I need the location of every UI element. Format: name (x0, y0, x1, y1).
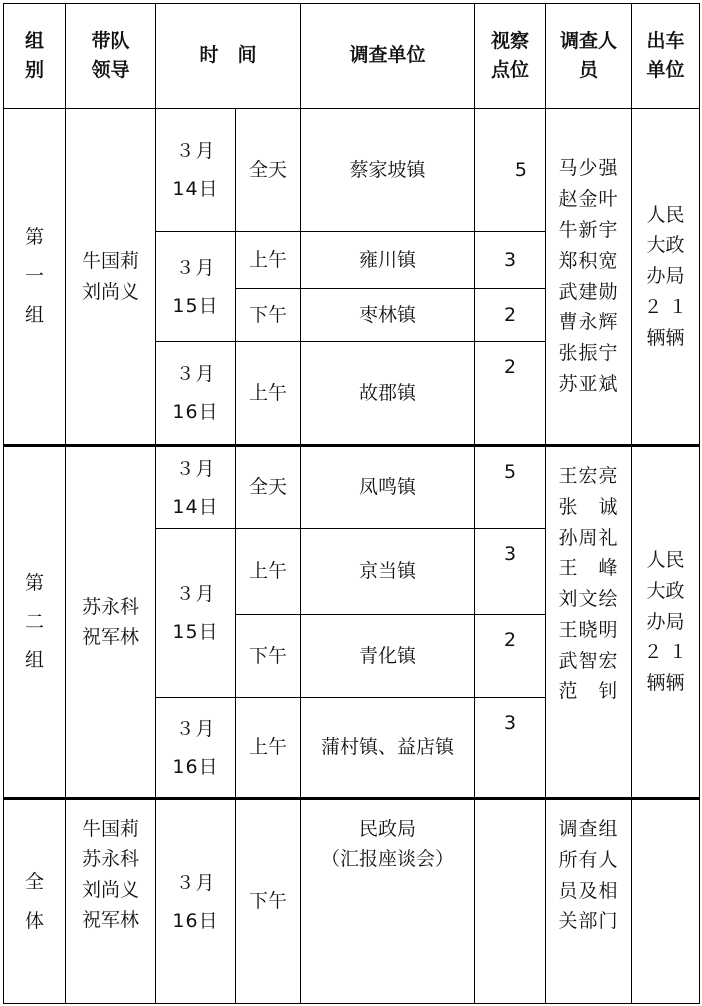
group-name: 第 一 组 (4, 109, 66, 446)
group-vehicle (632, 799, 700, 1004)
header-vehicle: 出车 单位 (632, 4, 700, 109)
header-unit: 调查单位 (301, 4, 475, 109)
header-points: 视察 点位 (475, 4, 546, 109)
table-row (4, 109, 700, 232)
group-name: 第 二 组 (4, 446, 66, 799)
visit-points: 3 (475, 529, 546, 615)
visit-period: 下午 (236, 799, 301, 1004)
visit-unit: 故郡镇 (301, 342, 475, 446)
visit-unit: 凤鸣镇 (301, 446, 475, 529)
visit-date: ３月 16日 (156, 698, 236, 799)
header-time: 时 间 (156, 4, 301, 109)
visit-unit: 蒲村镇、益店镇 (301, 698, 475, 799)
visit-points: 2 (475, 615, 546, 698)
visit-date: ３月 15日 (156, 529, 236, 698)
group-staff: 王宏亮 张 诚 孙周礼 王 峰 刘文绘 王晓明 武智宏 范 钊 (546, 446, 632, 799)
visit-unit: 青化镇 (301, 615, 475, 698)
visit-points: 5 (475, 446, 546, 529)
visit-period: 上午 (236, 342, 301, 446)
visit-period: 上午 (236, 232, 301, 289)
visit-points: 2 (475, 289, 546, 342)
visit-date: ３月 16日 (156, 799, 236, 1004)
visit-period: 下午 (236, 615, 301, 698)
group-staff: 马少强 赵金叶 牛新宇 郑积宽 武建勋 曹永辉 张振宁 苏亚斌 (546, 109, 632, 446)
visit-unit: 蔡家坡镇 (301, 109, 475, 232)
visit-date: ３月 14日 (156, 446, 236, 529)
visit-period: 全天 (236, 446, 301, 529)
visit-date: ３月 14日 (156, 109, 236, 232)
visit-period: 全天 (236, 109, 301, 232)
header-row (4, 4, 700, 109)
visit-points: 3 (475, 698, 546, 799)
visit-points: 3 (475, 232, 546, 289)
header-leader: 带队 领导 (66, 4, 156, 109)
visit-unit: 京当镇 (301, 529, 475, 615)
table-row (4, 799, 700, 1004)
visit-unit: 雍川镇 (301, 232, 475, 289)
schedule-table (3, 3, 700, 1004)
group-name: 全 体 (4, 799, 66, 1004)
visit-unit: 民政局 （汇报座谈会） (301, 799, 475, 1004)
visit-points: 2 (475, 342, 546, 446)
header-group: 组 别 (4, 4, 66, 109)
visit-period: 上午 (236, 529, 301, 615)
visit-date: ３月 16日 (156, 342, 236, 446)
visit-points: 5 (475, 109, 546, 232)
group-leaders: 牛国莉 苏永科 刘尚义 祝军林 (66, 799, 156, 1004)
group-leaders: 牛国莉 刘尚义 (66, 109, 156, 446)
header-staff: 调查人 员 (546, 4, 632, 109)
visit-period: 下午 (236, 289, 301, 342)
visit-points (475, 799, 546, 1004)
group-staff: 调查组 所有人 员及相 关部门 (546, 799, 632, 1004)
group-vehicle: 人民 大政 办局 ２ １ 辆辆 (632, 109, 700, 446)
group-leaders: 苏永科 祝军林 (66, 446, 156, 799)
table-row (4, 446, 700, 529)
visit-period: 上午 (236, 698, 301, 799)
visit-date: ３月 15日 (156, 232, 236, 342)
visit-unit: 枣林镇 (301, 289, 475, 342)
group-vehicle: 人民 大政 办局 ２ １ 辆辆 (632, 446, 700, 799)
